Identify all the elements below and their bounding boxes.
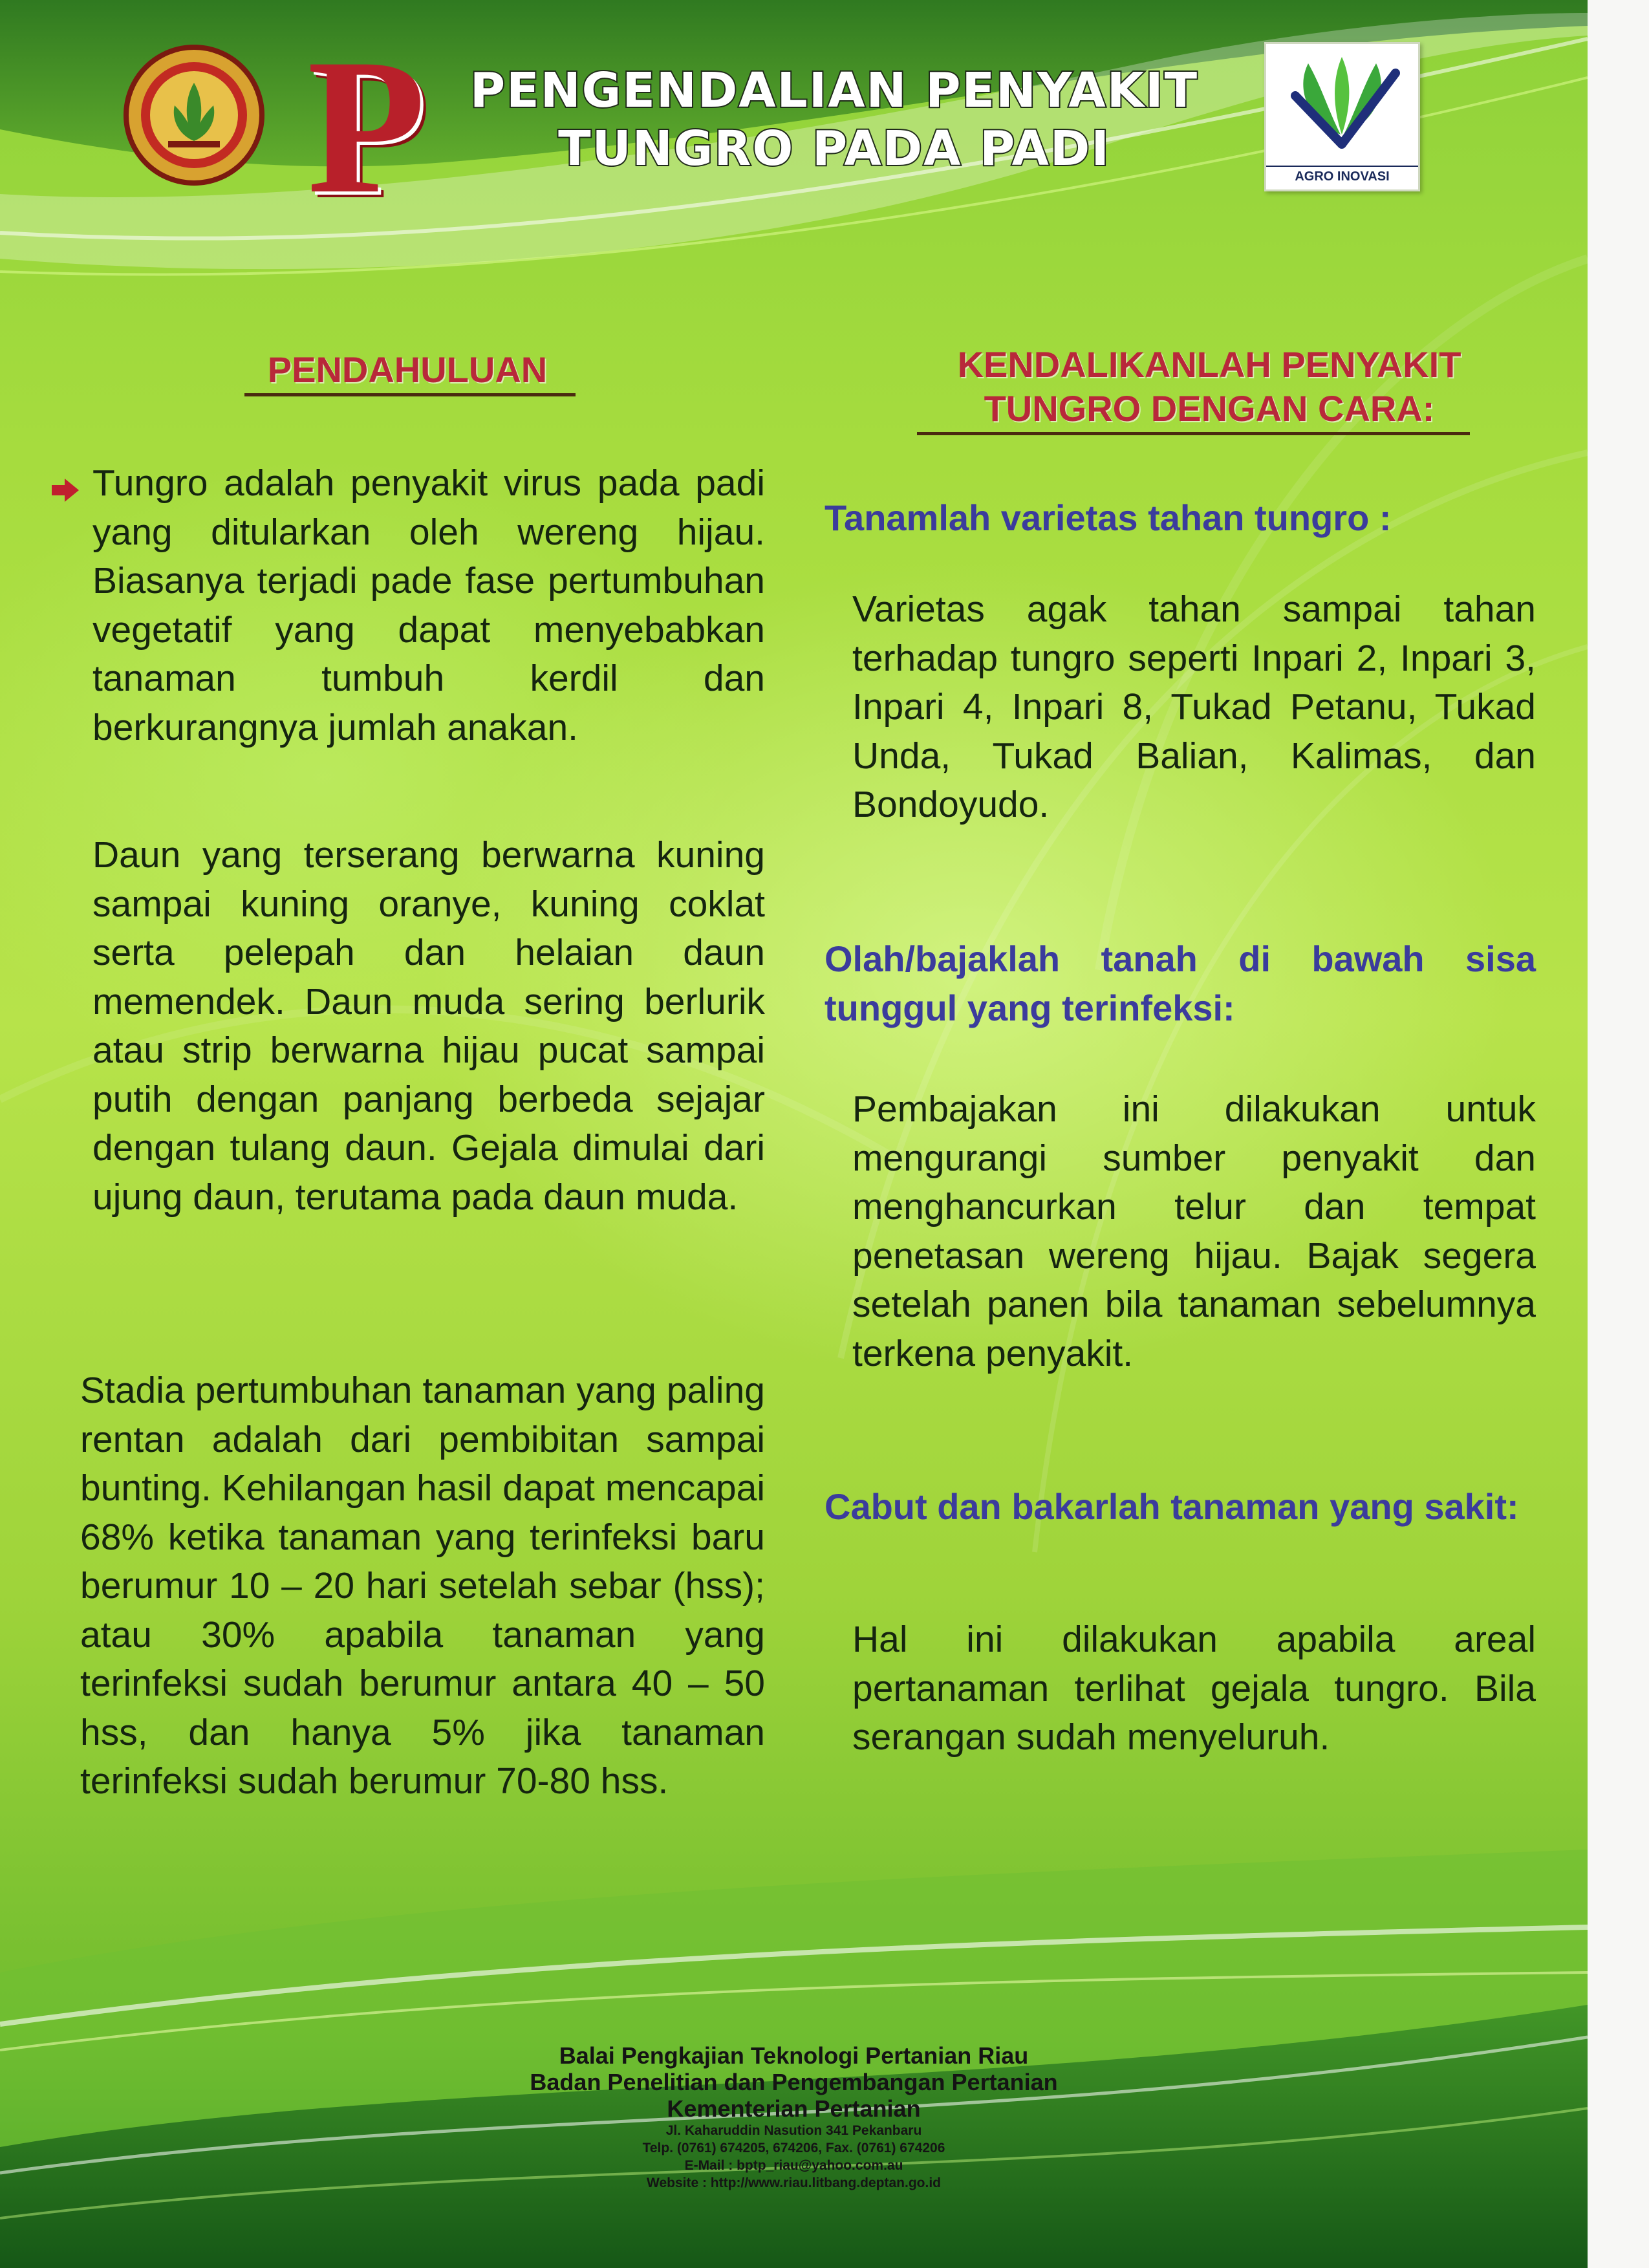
page-title-line1: PENGENDALIAN PENYAKIT (469, 63, 1199, 118)
method-title-cabut: Cabut dan bakarlah tanaman yang sakit: (824, 1486, 1519, 1527)
footer-institution (0, 2042, 1588, 2192)
agro-inovasi-label: AGRO INOVASI (1266, 166, 1418, 184)
scan-margin (1588, 0, 1649, 2268)
intro-paragraph-3: Stadia pertumbuhan tanaman yang paling rentan adalah dari pembibitan sampai bunting. Kehilangan hasil dapat mencapai 68% ketika tanaman yang terinfeksi baru berumur 10 – 20 hari setelah sebar (hss); atau 30% apabila tanaman yang terinfeksi sudah berumur antara 40 – 50 hss, dan hanya 5% jika tanaman terinfeksi sudah berumur 70-80 hss. (80, 1370, 765, 1802)
heading-underline (917, 432, 1470, 435)
footer-line-bptp: Balai Pengkajian Teknologi Pertanian Riau (559, 2042, 1029, 2069)
method-text-olah-tanah: Pembajakan ini dilakukan untuk mengurangi sumber penyakit dan menghancurkan telur dan tempat penetasan wereng hijau. Bajak segera setelah panen bila tanaman sebelumnya terkena penyakit. (852, 1088, 1536, 1374)
title-initial-letter: P (307, 19, 426, 233)
method-text-varietas: Varietas agak tahan sampai tahan terhadap tungro seperti Inpari 2, Inpari 3, Inpari 4, Inpari 8, Tukad Petanu, Tukad Unda, Tukad Balian, Kalimas, dan Bondoyudo. (852, 589, 1536, 825)
section-heading-kendalikan-line2: TUNGRO DENGAN CARA: (984, 388, 1435, 429)
footer-website: Website : http://www.riau.litbang.deptan.go.id (647, 2176, 941, 2190)
bullet-arrow-icon (50, 477, 80, 503)
kementan-seal-icon (123, 44, 265, 186)
section-heading-kendalikan (899, 343, 1520, 431)
method-title-olah-tanah: Olah/bajaklah tanah di bawah sisa tunggul yang terinfeksi: (824, 938, 1536, 1028)
method-text-cabut: Hal ini dilakukan apabila areal pertanaman terlihat gejala tungro. Bila serangan sudah menyeluruh. (852, 1619, 1536, 1758)
page-title-line2: TUNGRO PADA PADI (558, 121, 1110, 177)
method-title-varietas: Tanamlah varietas tahan tungro : (824, 497, 1392, 538)
intro-paragraph-1: Tungro adalah penyakit virus pada padi yang ditularkan oleh wereng hijau. Biasanya terjadi pade fase pertumbuhan vegetatif yang dapat menyebabkan tanaman tumbuh kerdil dan berkurangnya jumlah anakan. (92, 462, 765, 748)
footer-email: E-Mail : bptp_riau@yahoo.com.au (684, 2158, 903, 2173)
agro-inovasi-leaf-icon (1282, 50, 1402, 157)
footer-phone: Telp. (0761) 674205, 674206, Fax. (0761) 674206 (642, 2141, 945, 2155)
footer-address: Jl. Kaharuddin Nasution 341 Pekanbaru (665, 2123, 922, 2138)
agro-inovasi-logo (1264, 42, 1420, 191)
page-title (446, 61, 1222, 178)
section-heading-pendahuluan: PENDAHULUAN (267, 349, 548, 390)
footer-line-kementerian: Kementerian Pertanian (667, 2095, 921, 2122)
footer-line-balitbang: Badan Penelitian dan Pengembangan Pertanian (530, 2069, 1058, 2095)
intro-paragraph-2: Daun yang terserang berwarna kuning sampai kuning oranye, kuning coklat serta pelepah dan helaian daun memendek. Daun muda sering berlurik atau strip berwarna hijau pucat sampai putih dengan panjang berbeda sejajar dengan tulang daun. Gejala dimulai dari ujung daun, terutama pada daun muda. (92, 834, 765, 1218)
heading-underline (244, 393, 576, 396)
section-heading-kendalikan-line1: KENDALIKANLAH PENYAKIT (957, 344, 1461, 385)
